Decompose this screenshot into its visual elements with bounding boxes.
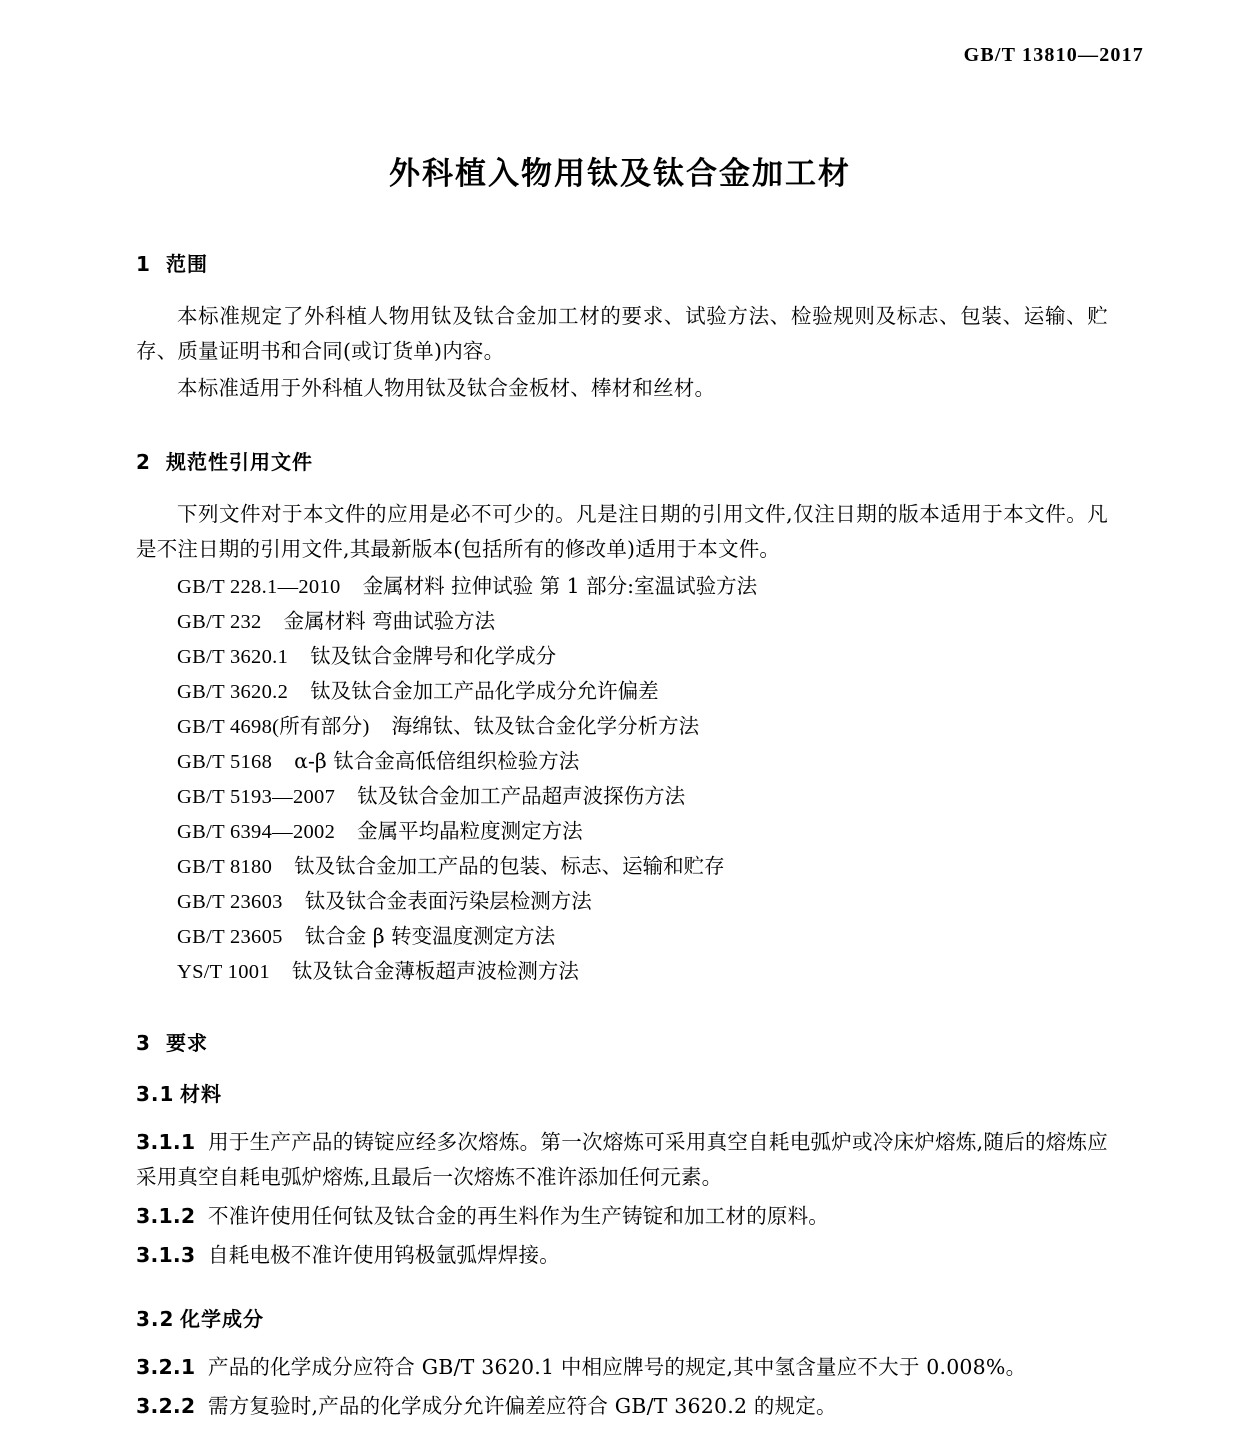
clause-text: 产品的化学成分应符合 GB/T 3620.1 中相应牌号的规定,其中氢含量应不大于 0.008%。	[208, 1355, 1027, 1379]
reference-title: 钛合金 β 转变温度测定方法	[304, 924, 556, 948]
section-heading-scope	[136, 248, 1108, 277]
subsection-heading-chemical-composition	[136, 1303, 1108, 1332]
clause-text: 自耗电极不准许使用钨极氩弧焊焊接。	[208, 1243, 560, 1267]
subsection-number: 3.1	[136, 1082, 175, 1106]
list-item	[177, 849, 1108, 884]
clause-3-2-1	[136, 1350, 1108, 1385]
document-body	[136, 248, 1108, 1428]
reference-title: 金属材料 弯曲试验方法	[283, 609, 496, 633]
clause-text: 用于生产产品的铸锭应经多次熔炼。第一次熔炼可采用真空自耗电弧炉或冷床炉熔炼,随后的熔炼应采用真空自耗电弧炉熔炼,且最后一次熔炼不准许添加任何元素。	[136, 1130, 1108, 1189]
reference-title: 钛及钛合金薄板超声波检测方法	[291, 959, 579, 983]
reference-code: GB/T 6394—2002	[177, 821, 336, 843]
list-item	[177, 639, 1108, 674]
clause-3-2-2	[136, 1389, 1108, 1424]
reference-title: α-β 钛合金高低倍组织检验方法	[294, 749, 580, 773]
list-item	[177, 954, 1108, 989]
list-item	[177, 779, 1108, 814]
reference-code: GB/T 23603	[177, 891, 283, 913]
reference-title: 钛及钛合金加工产品化学成分允许偏差	[310, 679, 659, 703]
clause-text: 不准许使用任何钛及钛合金的再生料作为生产铸锭和加工材的原料。	[208, 1204, 829, 1228]
clause-number: 3.1.1	[136, 1130, 196, 1154]
document-title: 外科植入物用钛及钛合金加工材	[389, 156, 851, 192]
spacer	[136, 1277, 1108, 1303]
scope-paragraph-1: 本标准规定了外科植人物用钛及钛合金加工材的要求、试验方法、检验规则及标志、包装、运输、贮存、质量证明书和合同(或订货单)内容。	[136, 304, 1108, 363]
section-number: 2	[136, 450, 151, 474]
spacer	[136, 989, 1108, 1027]
scope-paragraph-2: 本标准适用于外科植人物用钛及钛合金板材、棒材和丝材。	[177, 376, 716, 400]
reference-title: 金属材料 拉伸试验 第 1 部分:室温试验方法	[362, 574, 758, 598]
normative-references-list	[136, 569, 1108, 989]
reference-code: GB/T 3620.1	[177, 646, 289, 668]
reference-code: GB/T 232	[177, 611, 262, 633]
subsection-heading-material	[136, 1078, 1108, 1107]
clause-text: 需方复验时,产品的化学成分允许偏差应符合 GB/T 3620.2 的规定。	[208, 1394, 837, 1418]
reference-title: 钛及钛合金牌号和化学成分	[310, 644, 557, 668]
list-item	[177, 814, 1108, 849]
reference-title: 金属平均晶粒度测定方法	[357, 819, 583, 843]
section-heading-requirements	[136, 1027, 1108, 1056]
section-label: 要求	[166, 1031, 208, 1055]
clause-number: 3.1.2	[136, 1204, 196, 1228]
list-item	[177, 919, 1108, 954]
reference-code: GB/T 3620.2	[177, 681, 289, 703]
subsection-label: 材料	[180, 1082, 222, 1106]
list-item	[177, 604, 1108, 639]
section-number: 3	[136, 1031, 151, 1055]
section-label: 范围	[166, 252, 208, 276]
page-header-standard-code: GB/T 13810—2017	[963, 44, 1144, 66]
clause-number: 3.1.3	[136, 1243, 196, 1267]
clause-3-1-1	[136, 1125, 1108, 1195]
reference-code: GB/T 23605	[177, 926, 283, 948]
clause-number: 3.2.2	[136, 1394, 196, 1418]
list-item	[177, 674, 1108, 709]
reference-code: GB/T 5168	[177, 751, 273, 773]
reference-title: 海绵钛、钛及钛合金化学分析方法	[391, 714, 700, 738]
list-item	[177, 709, 1108, 744]
list-item	[177, 569, 1108, 604]
reference-code: GB/T 4698(所有部分)	[177, 716, 370, 738]
normative-references-paragraph: 下列文件对于本文件的应用是必不可少的。凡是注日期的引用文件,仅注日期的版本适用于本文件。凡是不注日期的引用文件,其最新版本(包括所有的修改单)适用于本文件。	[136, 502, 1108, 561]
reference-title: 钛及钛合金表面污染层检测方法	[304, 889, 592, 913]
reference-title: 钛及钛合金加工产品超声波探伤方法	[357, 784, 686, 808]
section-number: 1	[136, 252, 151, 276]
reference-code: YS/T 1001	[177, 961, 270, 983]
subsection-label: 化学成分	[180, 1307, 264, 1331]
clause-number: 3.2.1	[136, 1355, 196, 1379]
subsection-number: 3.2	[136, 1307, 175, 1331]
list-item	[177, 884, 1108, 919]
section-heading-normative-references	[136, 446, 1108, 475]
clause-3-1-3	[136, 1238, 1108, 1273]
reference-code: GB/T 228.1—2010	[177, 576, 341, 598]
spacer	[136, 408, 1108, 446]
section-label: 规范性引用文件	[166, 450, 313, 474]
reference-code: GB/T 8180	[177, 856, 273, 878]
reference-title: 钛及钛合金加工产品的包装、标志、运输和贮存	[294, 854, 725, 878]
reference-code: GB/T 5193—2007	[177, 786, 336, 808]
clause-3-1-2	[136, 1199, 1108, 1234]
list-item	[177, 744, 1108, 779]
